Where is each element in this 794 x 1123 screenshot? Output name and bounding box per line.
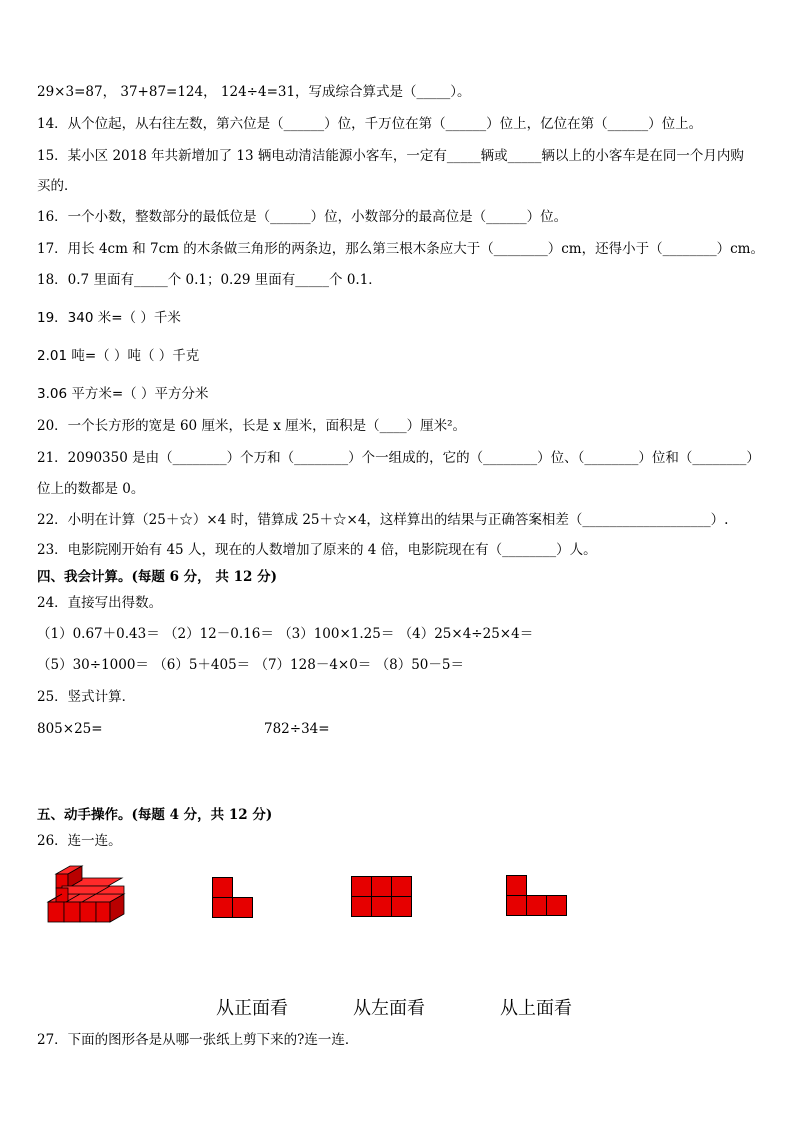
q19-line-3: 3.06 平方米=（ ）平方分米 bbox=[37, 386, 209, 402]
view-grid-2x3 bbox=[351, 876, 412, 917]
q24-row-1: （1）0.67＋0.43＝ （2）12－0.16＝ （3）100×1.25＝ （4）25×4÷25×4＝ bbox=[37, 626, 534, 642]
q25-item-b: 782÷34= bbox=[264, 721, 330, 737]
caption-left-view: 从左面看 bbox=[353, 998, 425, 1019]
q15-line-2: 买的． bbox=[37, 178, 78, 194]
view-l-shape-long bbox=[506, 875, 568, 916]
q27-line: 27．下面的图形各是从哪一张纸上剪下来的?连一连． bbox=[37, 1032, 359, 1048]
q17-line: 17．用长 4cm 和 7cm 的木条做三角形的两条边，那么第三根木条应大于（________）cm，还得小于（________）cm。 bbox=[37, 241, 764, 257]
q15-line-1: 15．某小区 2018 年共新增加了 13 辆电动清洁能源小客车，一定有_____辆或_____辆以上的小客车是在同一个月内购 bbox=[37, 148, 744, 164]
q19-line-2: 2.01 吨=（ ）吨（ ）千克 bbox=[37, 348, 200, 364]
q20-line: 20．一个长方形的宽是 60 厘米，长是 x 厘米，面积是（____）厘米²。 bbox=[37, 418, 467, 434]
q22-line: 22．小明在计算（25＋☆）×4 时，错算成 25＋☆×4，这样算出的结果与正确答案相差（___________________）. bbox=[37, 512, 729, 528]
q18-line: 18．0.7 里面有_____个 0.1；0.29 里面有_____个 0.1． bbox=[37, 272, 382, 288]
q24-line: 24．直接写出得数。 bbox=[37, 595, 163, 611]
q25-line: 25．竖式计算． bbox=[37, 689, 136, 705]
cube-solid-figure bbox=[44, 864, 128, 926]
q23-line: 23．电影院刚开始有 45 人，现在的人数增加了原来的 4 倍，电影院现在有（________）人。 bbox=[37, 542, 597, 558]
q21-line-1: 21．2090350 是由（________）个万和（________）个一组成的，它的（________）位、（________）位和（________） bbox=[37, 450, 760, 466]
view-l-shape-small bbox=[212, 877, 254, 918]
q13-line: 29×3=87， 37+87=124， 124÷4=31，写成综合算式是（_____）。 bbox=[37, 84, 471, 100]
q19-line-1: 19．340 米=（ ）千米 bbox=[37, 310, 181, 326]
q25-item-a: 805×25= bbox=[37, 721, 103, 737]
q26-line: 26．连一连。 bbox=[37, 833, 122, 849]
q14-line: 14．从个位起，从右往左数，第六位是（______）位，千万位在第（______）位上，亿位在第（______）位上。 bbox=[37, 116, 703, 132]
q21-line-2: 位上的数都是 0。 bbox=[37, 481, 145, 497]
caption-top-view: 从上面看 bbox=[500, 998, 572, 1019]
q16-line: 16．一个小数，整数部分的最低位是（______）位，小数部分的最高位是（______）位。 bbox=[37, 209, 568, 225]
q24-row-2: （5）30÷1000＝ （6）5＋405＝ （7）128－4×0＝ （8）50－5＝ bbox=[37, 657, 464, 673]
section-4-heading: 四、我会计算。(每题 6 分， 共 12 分) bbox=[37, 569, 277, 585]
section-5-heading: 五、动手操作。(每题 4 分，共 12 分) bbox=[37, 807, 273, 823]
caption-front-view: 从正面看 bbox=[216, 998, 288, 1019]
